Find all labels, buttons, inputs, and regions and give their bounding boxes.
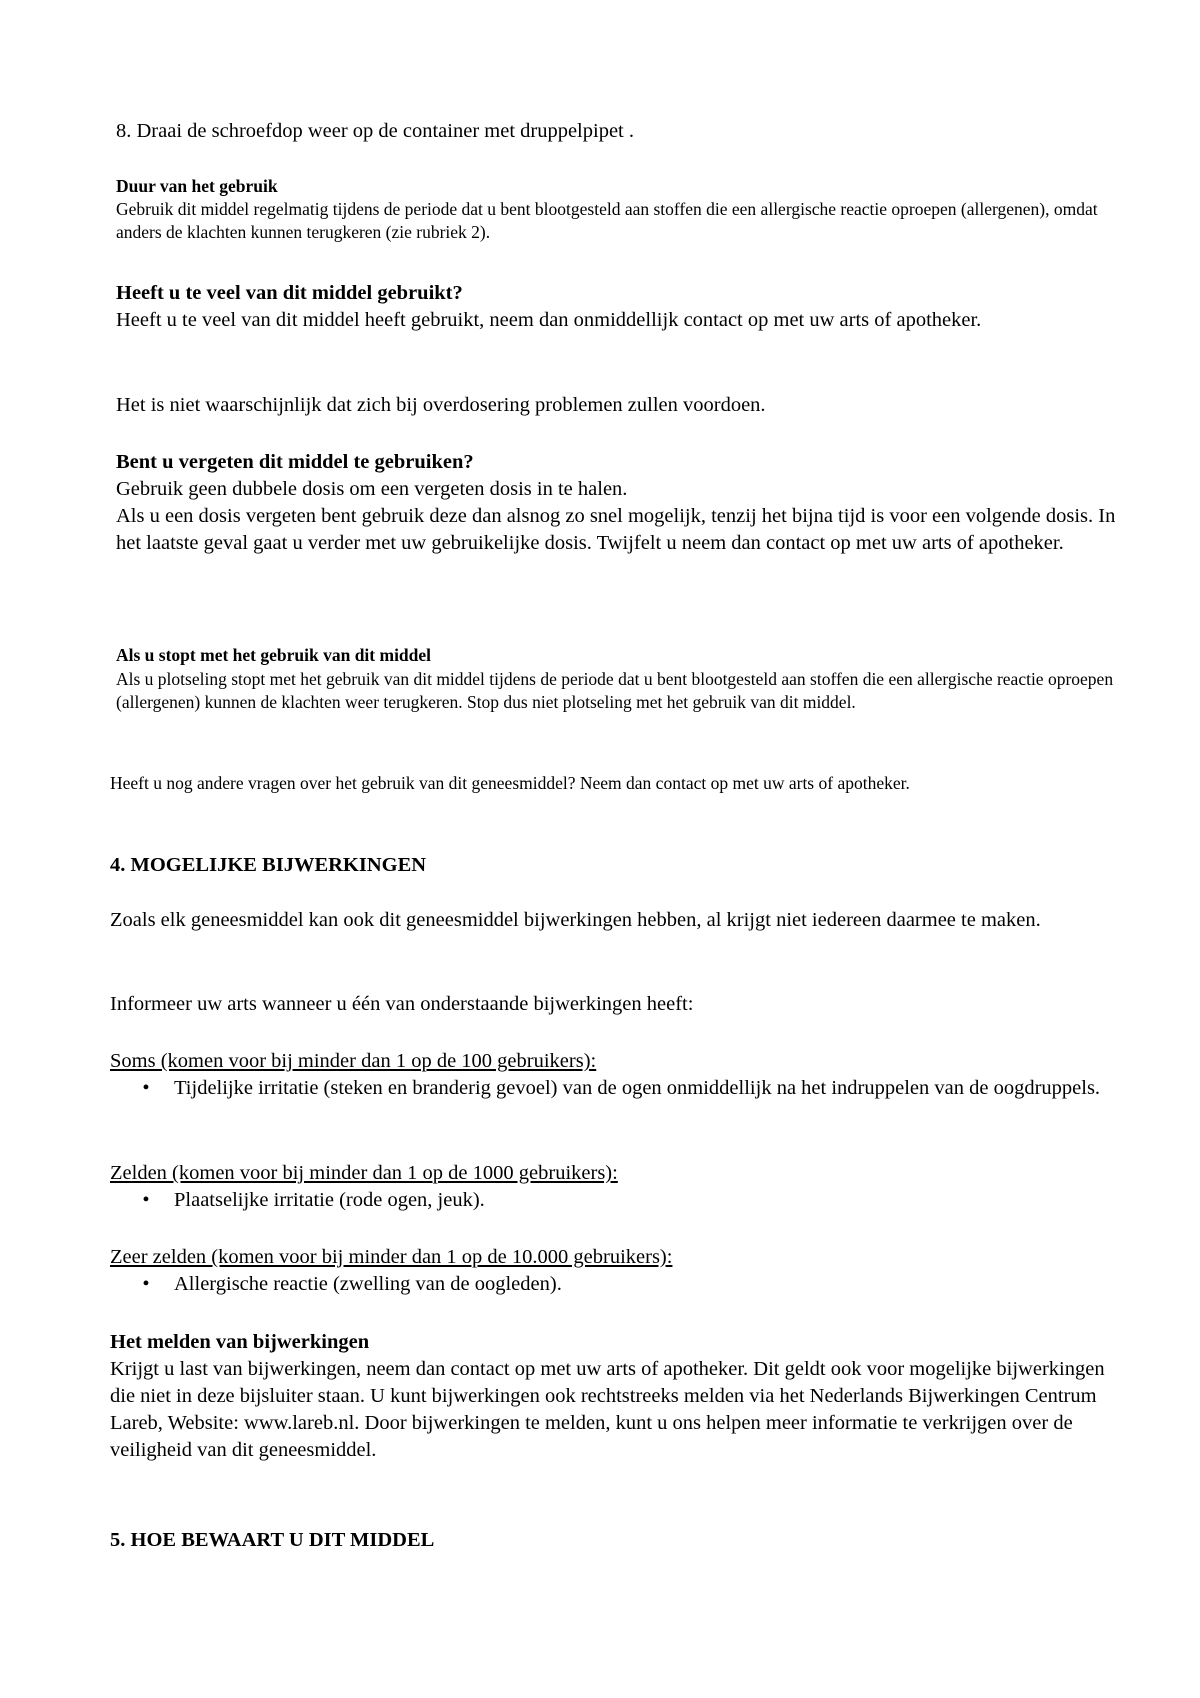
zelden-list-item <box>136 1187 1126 1214</box>
vergeten-line2: Als u een dosis vergeten bent gebruik deze dan alsnog zo snel mogelijk, tenzij het bijna tijd is voor een volgende dosis. In het laatste geval gaat u verder met uw gebruikelijke dosis. Twijfelt u neem dan contact op met uw arts of apotheker. <box>116 505 1116 554</box>
teveel-text: Heeft u te veel van dit middel heeft gebruikt, neem dan onmiddellijk contact op met uw arts of apotheker. <box>116 309 982 331</box>
step-number: 8. <box>116 120 132 142</box>
soms-list-item <box>136 1075 1126 1102</box>
soms-item-text: Tijdelijke irritatie (steken en branderig gevoel) van de ogen onmiddellijk na het indruppelen van de oogdruppels. <box>174 1077 1101 1099</box>
teveel-heading: Heeft u te veel van dit middel gebruikt? <box>116 282 463 304</box>
duur-heading: Duur van het gebruik <box>116 176 278 196</box>
bullet-icon: • <box>142 1077 150 1099</box>
section-5-heading: 5. HOE BEWAART U DIT MIDDEL <box>110 1529 435 1551</box>
duur-text: Gebruik dit middel regelmatig tijdens de periode dat u bent blootgesteld aan stoffen die een allergische reactie oproepen (allergenen), omdat anders de klachten kunnen terugkeren (zie rubriek 2). <box>116 199 1098 242</box>
zeerzelden-list-item <box>136 1271 1126 1298</box>
section-4-heading: 4. MOGELIJKE BIJWERKINGEN <box>110 854 427 876</box>
bullet-icon: • <box>142 1189 150 1211</box>
stopt-text: Als u plotseling stopt met het gebruik van dit middel tijdens de periode dat u bent blootgesteld aan stoffen die een allergische reactie oproepen (allergenen) kunnen de klachten weer terugkeren. Stop dus niet plotseling met het gebruik van dit middel. <box>116 669 1114 712</box>
step-text: Draai de schroefdop weer op de container met druppelpipet . <box>136 120 634 142</box>
stopt-heading: Als u stopt met het gebruik van dit middel <box>116 645 432 665</box>
teveel-note: Het is niet waarschijnlijk dat zich bij overdosering problemen zullen voordoen. <box>116 394 766 416</box>
zeerzelden-label: Zeer zelden (komen voor bij minder dan 1 op de 10.000 gebruikers): <box>110 1246 673 1268</box>
vragen-text: Heeft u nog andere vragen over het gebruik van dit geneesmiddel? Neem dan contact op met uw arts of apotheker. <box>110 773 910 793</box>
melden-heading: Het melden van bijwerkingen <box>110 1331 370 1353</box>
zeerzelden-item-text: Allergische reactie (zwelling van de oogleden). <box>174 1273 562 1295</box>
vergeten-heading: Bent u vergeten dit middel te gebruiken? <box>116 451 474 473</box>
soms-label: Soms (komen voor bij minder dan 1 op de 100 gebruikers): <box>110 1050 597 1072</box>
melden-text: Krijgt u last van bijwerkingen, neem dan contact op met uw arts of apotheker. Dit geldt ook voor mogelijke bijwerkingen die niet in deze bijsluiter staan. U kunt bijwerkingen ook rechtstreeks melden via het Nederlands Bijwerkingen Centrum Lareb, Website: www.lareb.nl. Door bijwerkingen te melden, kunt u ons helpen meer informatie te verkrijgen over de veiligheid van dit geneesmiddel. <box>110 1358 1105 1461</box>
zelden-label: Zelden (komen voor bij minder dan 1 op de 1000 gebruikers): <box>110 1162 618 1184</box>
zelden-item-text: Plaatselijke irritatie (rode ogen, jeuk). <box>174 1189 485 1211</box>
section-4-inform: Informeer uw arts wanneer u één van onderstaande bijwerkingen heeft: <box>110 993 694 1015</box>
step-8 <box>116 118 1016 145</box>
section-4-intro: Zoals elk geneesmiddel kan ook dit geneesmiddel bijwerkingen hebben, al krijgt niet iedereen daarmee te maken. <box>110 909 1041 931</box>
vergeten-line1: Gebruik geen dubbele dosis om een vergeten dosis in te halen. <box>116 478 628 500</box>
bullet-icon: • <box>142 1273 150 1295</box>
